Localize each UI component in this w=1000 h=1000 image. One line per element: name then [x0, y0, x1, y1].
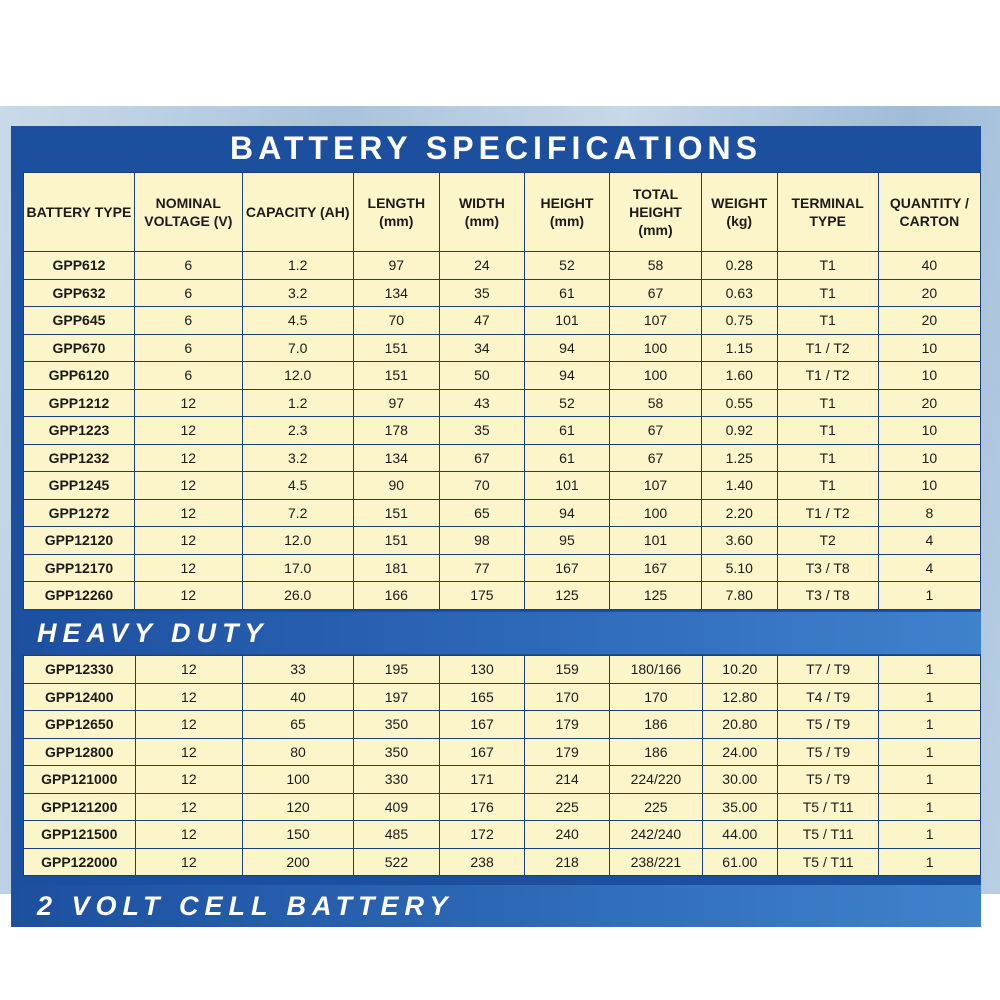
table-cell: 0.75 — [702, 307, 778, 335]
table-cell: 178 — [353, 417, 439, 445]
table-cell: 77 — [439, 554, 524, 582]
table-cell: 2.3 — [242, 417, 353, 445]
table-cell: 12 — [134, 554, 242, 582]
table-cell: T1 — [777, 279, 878, 307]
table-cell: 238 — [440, 848, 525, 876]
table-cell: 1 — [879, 683, 981, 711]
table-row — [24, 279, 981, 307]
table-cell: 1.25 — [702, 444, 778, 472]
table-cell: 35 — [439, 279, 524, 307]
table-cell: T5 / T11 — [778, 821, 879, 849]
table-cell: 1.15 — [702, 334, 778, 362]
table-cell: 10 — [878, 334, 980, 362]
table-cell: 330 — [353, 766, 439, 794]
battery-type-cell: GPP12170 — [24, 554, 135, 582]
battery-type-cell: GPP12400 — [24, 683, 136, 711]
table-cell: 107 — [610, 307, 702, 335]
table-cell: 225 — [525, 793, 610, 821]
table-cell: 12 — [135, 821, 243, 849]
table-cell: 12 — [134, 499, 242, 527]
battery-type-cell: GPP612 — [24, 252, 135, 280]
table-cell: 170 — [610, 683, 702, 711]
table-cell: 6 — [134, 252, 242, 280]
table-cell: 485 — [353, 821, 439, 849]
table-cell: 58 — [610, 252, 702, 280]
table-cell: 197 — [353, 683, 439, 711]
table-cell: 95 — [524, 527, 609, 555]
table-cell: 0.63 — [702, 279, 778, 307]
table-cell: 52 — [524, 389, 609, 417]
table-cell: 134 — [353, 279, 439, 307]
spec-table — [23, 172, 981, 610]
table-cell: 171 — [440, 766, 525, 794]
table-cell: 409 — [353, 793, 439, 821]
table-cell: 35 — [439, 417, 524, 445]
table-cell: 12 — [134, 417, 242, 445]
heavy-duty-table — [23, 655, 981, 876]
table-row — [24, 444, 981, 472]
table-cell: 3.2 — [242, 279, 353, 307]
table-cell: 0.55 — [702, 389, 778, 417]
table-row — [24, 848, 981, 876]
battery-type-cell: GPP670 — [24, 334, 135, 362]
table-cell: 12 — [135, 766, 243, 794]
table-cell: 180/166 — [610, 656, 702, 684]
table-cell: 134 — [353, 444, 439, 472]
table-row — [24, 554, 981, 582]
table-cell: 0.92 — [702, 417, 778, 445]
table-cell: 165 — [440, 683, 525, 711]
table-cell: 24 — [439, 252, 524, 280]
battery-type-cell: GPP12800 — [24, 738, 136, 766]
battery-type-cell: GPP1232 — [24, 444, 135, 472]
column-header: NOMINAL VOLTAGE (V) — [134, 173, 242, 252]
battery-type-cell: GPP122000 — [24, 848, 136, 876]
table-cell: T1 — [777, 252, 878, 280]
table-cell: 12.0 — [242, 527, 353, 555]
table-cell: 167 — [524, 554, 609, 582]
table-cell: 6 — [134, 307, 242, 335]
table-cell: 167 — [440, 738, 525, 766]
battery-type-cell: GPP6120 — [24, 362, 135, 390]
table-cell: 350 — [353, 738, 439, 766]
table-cell: 224/220 — [610, 766, 702, 794]
table-cell: T5 / T9 — [778, 738, 879, 766]
table-cell: 61.00 — [702, 848, 777, 876]
table-cell: 30.00 — [702, 766, 777, 794]
table-cell: 12 — [134, 444, 242, 472]
table-cell: 43 — [439, 389, 524, 417]
table-cell: 1 — [879, 656, 981, 684]
table-cell: 12 — [135, 656, 243, 684]
spec-panel — [11, 126, 981, 926]
table-cell: T1 — [777, 444, 878, 472]
battery-type-cell: GPP645 — [24, 307, 135, 335]
table-row — [24, 711, 981, 739]
table-cell: 12 — [135, 793, 243, 821]
table-cell: 151 — [353, 334, 439, 362]
table-cell: 179 — [525, 711, 610, 739]
table-cell: 130 — [440, 656, 525, 684]
table-cell: 4.5 — [242, 472, 353, 500]
table-cell: 80 — [243, 738, 354, 766]
page-title: BATTERY SPECIFICATIONS — [230, 129, 762, 166]
table-cell: T5 / T11 — [778, 793, 879, 821]
column-header: CAPACITY (AH) — [242, 173, 353, 252]
table-cell: 179 — [525, 738, 610, 766]
table-cell: 1.40 — [702, 472, 778, 500]
table-row — [24, 472, 981, 500]
table-cell: 5.10 — [702, 554, 778, 582]
table-cell: 67 — [610, 417, 702, 445]
table-cell: 20 — [878, 389, 980, 417]
table-cell: 195 — [353, 656, 439, 684]
table-cell: 6 — [134, 362, 242, 390]
battery-type-cell: GPP1212 — [24, 389, 135, 417]
table-cell: T5 / T9 — [778, 711, 879, 739]
table-cell: T7 / T9 — [778, 656, 879, 684]
table-cell: 0.28 — [702, 252, 778, 280]
table-cell: 94 — [524, 334, 609, 362]
table-cell: 1.60 — [702, 362, 778, 390]
table-cell: T1 — [777, 472, 878, 500]
table-cell: 12 — [135, 738, 243, 766]
battery-type-cell: GPP12650 — [24, 711, 136, 739]
table-cell: 242/240 — [610, 821, 702, 849]
table-cell: 120 — [243, 793, 354, 821]
table-cell: 100 — [610, 362, 702, 390]
table-cell: 10 — [878, 472, 980, 500]
table-cell: 166 — [353, 582, 439, 610]
table-cell: 65 — [243, 711, 354, 739]
table-cell: 20 — [878, 279, 980, 307]
column-header: TERMINAL TYPE — [777, 173, 878, 252]
table-cell: 350 — [353, 711, 439, 739]
table-cell: 238/221 — [610, 848, 702, 876]
table-cell: 40 — [878, 252, 980, 280]
table-row — [24, 738, 981, 766]
table-cell: T3 / T8 — [777, 582, 878, 610]
table-cell: T3 / T8 — [777, 554, 878, 582]
table-cell: T1 / T2 — [777, 334, 878, 362]
table-cell: 97 — [353, 252, 439, 280]
table-row — [24, 793, 981, 821]
table-cell: 4 — [878, 527, 980, 555]
table-cell: 67 — [610, 444, 702, 472]
table-cell: 61 — [524, 279, 609, 307]
two-volt-heading: 2 VOLT CELL BATTERY — [11, 885, 981, 927]
table-cell: 12 — [135, 711, 243, 739]
table-cell: 12 — [134, 582, 242, 610]
battery-type-cell: GPP1223 — [24, 417, 135, 445]
table-cell: 58 — [610, 389, 702, 417]
table-row — [24, 252, 981, 280]
table-cell: 1.2 — [242, 389, 353, 417]
table-cell: 100 — [610, 499, 702, 527]
table-cell: 10 — [878, 362, 980, 390]
table-cell: 1 — [879, 793, 981, 821]
table-cell: 172 — [440, 821, 525, 849]
table-cell: 167 — [610, 554, 702, 582]
table-cell: 151 — [353, 499, 439, 527]
table-cell: T2 — [777, 527, 878, 555]
battery-type-cell: GPP1245 — [24, 472, 135, 500]
table-cell: 186 — [610, 738, 702, 766]
table-row — [24, 389, 981, 417]
table-cell: 33 — [243, 656, 354, 684]
table-cell: 12.0 — [242, 362, 353, 390]
table-cell: 176 — [440, 793, 525, 821]
table-cell: 1 — [879, 821, 981, 849]
table-cell: 100 — [243, 766, 354, 794]
column-header: QUANTITY / CARTON — [878, 173, 980, 252]
table-cell: 90 — [353, 472, 439, 500]
table-cell: 20.80 — [702, 711, 777, 739]
battery-type-cell: GPP121500 — [24, 821, 136, 849]
table-cell: 61 — [524, 417, 609, 445]
table-row — [24, 656, 981, 684]
table-cell: T1 — [777, 307, 878, 335]
table-row — [24, 766, 981, 794]
battery-type-cell: GPP632 — [24, 279, 135, 307]
table-cell: 4.5 — [242, 307, 353, 335]
table-cell: 1 — [879, 766, 981, 794]
table-cell: 70 — [439, 472, 524, 500]
spec-sheet — [0, 106, 1000, 921]
table-cell: 101 — [524, 472, 609, 500]
table-cell: 61 — [524, 444, 609, 472]
column-header: WIDTH (mm) — [439, 173, 524, 252]
battery-type-cell: GPP121000 — [24, 766, 136, 794]
table-cell: 175 — [439, 582, 524, 610]
table-cell: 7.0 — [242, 334, 353, 362]
table-cell: 35.00 — [702, 793, 777, 821]
table-cell: 107 — [610, 472, 702, 500]
table-cell: 17.0 — [242, 554, 353, 582]
table-cell: 159 — [525, 656, 610, 684]
table-row — [24, 334, 981, 362]
table-cell: 125 — [524, 582, 609, 610]
table-cell: 1 — [878, 582, 980, 610]
table-cell: 1 — [879, 738, 981, 766]
table-cell: 94 — [524, 362, 609, 390]
table-cell: 125 — [610, 582, 702, 610]
battery-type-cell: GPP121200 — [24, 793, 136, 821]
table-row — [24, 527, 981, 555]
table-cell: T1 — [777, 389, 878, 417]
table-cell: 12 — [135, 848, 243, 876]
table-cell: T1 / T2 — [777, 362, 878, 390]
column-header: BATTERY TYPE — [24, 173, 135, 252]
table-cell: 44.00 — [702, 821, 777, 849]
battery-type-cell: GPP12330 — [24, 656, 136, 684]
table-cell: 101 — [610, 527, 702, 555]
table-cell: 167 — [440, 711, 525, 739]
table-cell: 8 — [878, 499, 980, 527]
table-cell: 240 — [525, 821, 610, 849]
table-cell: 20 — [878, 307, 980, 335]
table-cell: 67 — [610, 279, 702, 307]
column-header: LENGTH (mm) — [353, 173, 439, 252]
heavy-duty-heading: HEAVY DUTY — [11, 612, 981, 654]
table-cell: T5 / T11 — [778, 848, 879, 876]
table-cell: 10 — [878, 444, 980, 472]
table-cell: 47 — [439, 307, 524, 335]
table-cell: 200 — [243, 848, 354, 876]
table-cell: 151 — [353, 527, 439, 555]
table-cell: 151 — [353, 362, 439, 390]
table-cell: 214 — [525, 766, 610, 794]
table-cell: 150 — [243, 821, 354, 849]
column-header: TOTAL HEIGHT (mm) — [610, 173, 702, 252]
table-cell: 24.00 — [702, 738, 777, 766]
table-cell: 1.2 — [242, 252, 353, 280]
table-cell: 12 — [134, 389, 242, 417]
battery-type-cell: GPP12120 — [24, 527, 135, 555]
table-cell: 101 — [524, 307, 609, 335]
table-cell: 3.2 — [242, 444, 353, 472]
table-cell: 170 — [525, 683, 610, 711]
table-row — [24, 307, 981, 335]
table-cell: 6 — [134, 279, 242, 307]
table-row — [24, 821, 981, 849]
table-cell: 1 — [879, 848, 981, 876]
table-cell: T1 — [777, 417, 878, 445]
table-cell: 12.80 — [702, 683, 777, 711]
table-cell: 4 — [878, 554, 980, 582]
table-cell: 12 — [135, 683, 243, 711]
table-cell: 12 — [134, 527, 242, 555]
table-cell: 7.80 — [702, 582, 778, 610]
table-cell: 34 — [439, 334, 524, 362]
table-cell: 26.0 — [242, 582, 353, 610]
table-cell: T5 / T9 — [778, 766, 879, 794]
table-cell: 70 — [353, 307, 439, 335]
table-cell: 2.20 — [702, 499, 778, 527]
table-cell: 10.20 — [702, 656, 777, 684]
battery-type-cell: GPP12260 — [24, 582, 135, 610]
table-cell: 98 — [439, 527, 524, 555]
table-row — [24, 417, 981, 445]
table-cell: 225 — [610, 793, 702, 821]
table-cell: 97 — [353, 389, 439, 417]
column-header: HEIGHT (mm) — [524, 173, 609, 252]
table-cell: 181 — [353, 554, 439, 582]
table-cell: 52 — [524, 252, 609, 280]
table-header-row — [24, 173, 981, 252]
table-cell: T1 / T2 — [777, 499, 878, 527]
column-header: WEIGHT (kg) — [702, 173, 778, 252]
table-cell: 50 — [439, 362, 524, 390]
table-cell: 3.60 — [702, 527, 778, 555]
table-cell: 6 — [134, 334, 242, 362]
table-cell: 67 — [439, 444, 524, 472]
table-cell: 100 — [610, 334, 702, 362]
table-row — [24, 683, 981, 711]
table-cell: 10 — [878, 417, 980, 445]
table-cell: 1 — [879, 711, 981, 739]
table-cell: 218 — [525, 848, 610, 876]
table-row — [24, 499, 981, 527]
table-cell: 7.2 — [242, 499, 353, 527]
table-cell: 522 — [353, 848, 439, 876]
table-cell: 94 — [524, 499, 609, 527]
battery-type-cell: GPP1272 — [24, 499, 135, 527]
table-cell: 40 — [243, 683, 354, 711]
table-row — [24, 582, 981, 610]
table-cell: 12 — [134, 472, 242, 500]
table-cell: 65 — [439, 499, 524, 527]
table-cell: 186 — [610, 711, 702, 739]
table-cell: T4 / T9 — [778, 683, 879, 711]
table-row — [24, 362, 981, 390]
